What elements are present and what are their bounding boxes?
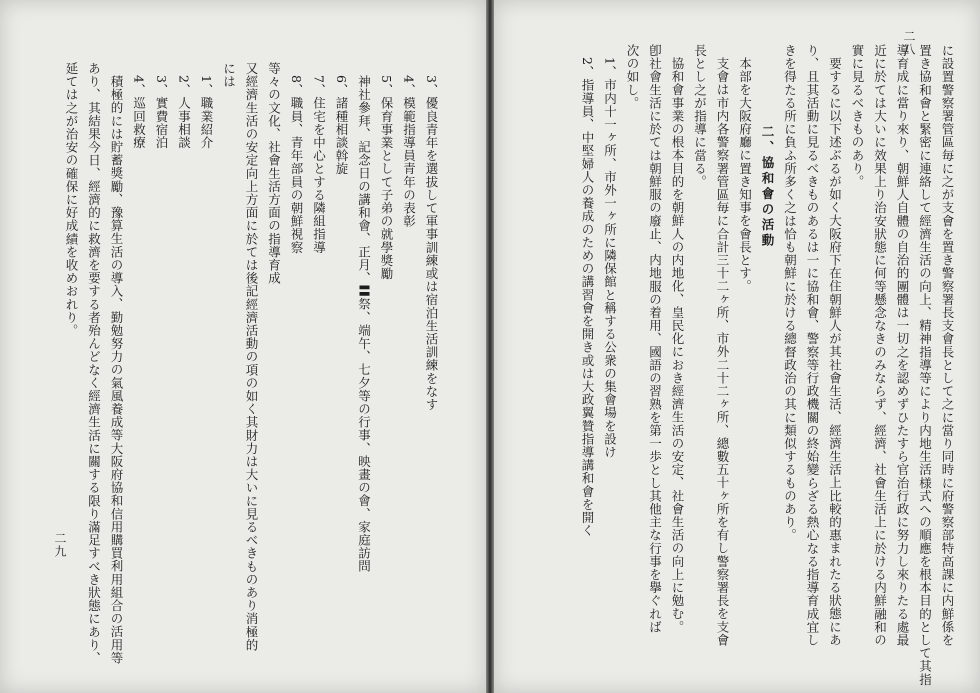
text-line: 長とし之が指導に當る。 [692, 44, 708, 189]
text-line: 等々の文化、社會生活方面の指導育成 [266, 62, 282, 285]
text-line: 協和會事業の根本目的を朝鮮人の内地化、皇民化におき經濟生活の安定、社會生活の向上に勉む。 [670, 56, 685, 633]
text-line: 1、市内十一ヶ所、市外一ヶ所に隣保館と稱する公衆の集會場を設け [602, 56, 618, 459]
text-line: 卽社會生活に於ては朝鮮服の廢止、内地服の着用、國語の習熟を第一歩とし其他主な行事を擧ぐれば [647, 44, 663, 634]
right-page-text [576, 44, 959, 686]
text-line: 實に見るべきものあり。 [850, 44, 865, 189]
text-line: 4、模範指導員青年の表彰 [401, 74, 417, 228]
text-line: 置き協和會と緊密に連絡して經濟生活の向上、精神指導等により内地生活様式への順應を根本目的として其指 [917, 44, 933, 686]
text-line: 又經濟生活の安定向上方面に於ては後記經濟活動の項の如く其財力は大いに見るべきものあり消極的 [244, 62, 259, 652]
right-page [494, 0, 980, 693]
text-line: きを得たる所に負ふ所多く之は恰も朝鮮に於ける總督政治の其に類似するものあり。 [782, 44, 798, 542]
text-line: 次の如し。 [625, 44, 640, 110]
text-line: には [221, 62, 237, 89]
text-line: 2、人事相談 [176, 74, 192, 149]
page-number-left: 二九 [53, 532, 67, 558]
text-line: あり、其結果今日、經濟的に救濟を要する者殆んどなく經濟生活に關する限り滿足すべき狀態にあり、 [86, 62, 102, 665]
text-line: 7、住宅を中心とする隣組指導 [311, 74, 327, 254]
text-line: 4、巡回救療 [131, 74, 147, 149]
text-line: 1、職業紹介 [199, 74, 214, 149]
text-line: 本部を大阪府廳に置き知事を會長とす。 [737, 56, 753, 293]
text-line: 積極的には貯蓄獎勵、豫算生活の導入、勤勉努力の氣風養成等大阪府協和信用購買利用組合の活用等 [109, 74, 124, 664]
text-line: 8、職員、青年部員の朝鮮視察 [289, 74, 304, 254]
text-line: 近に於ては大いに效果上り治安狀態に何等懸念なきのみならず、經濟、社會生活上に於ける内鮮融和の [872, 44, 888, 647]
left-page [0, 0, 486, 693]
text-line: に設置警察署管區毎に之が支會を置き警察署長支會長として之に當り同時に府警察部特高課に内鮮係を [940, 44, 955, 647]
text-line: 支會は市内各警察署管區毎に合計三十二ヶ所、市外二十二ヶ所、總數五十ヶ所を有し警察署長を支會 [715, 56, 730, 646]
text-line: 要するに以下述ぶるが如く大阪府下在住朝鮮人が其社會生活、經濟生活上比較的惠まれたる狀態にあ [827, 56, 843, 646]
page-number-right: 二八 [902, 30, 916, 56]
text-line: 導育成に當り來り、朝鮮人自體の自治的團體は一切之を認めずひたすら官治行政に努力し來りたる處最 [895, 44, 910, 647]
text-line: 3、優良青年を選拔して軍事訓練或は宿泊生活訓練をなす [424, 74, 439, 411]
text-line: 神社參拜、記念日の講和會、正月、〓祭、端午、七夕等の行事、映畫の會、家庭訪問 [356, 74, 372, 573]
text-line: 2、指導員、中堅婦人の養成のための講習會を開き或は大政翼贊指導講和會を開く [580, 56, 595, 537]
text-line: 延ては之が治安の確保に好成績を收めおれり。 [64, 62, 79, 338]
text-line: 3、實費宿泊 [154, 74, 169, 149]
book-gutter [486, 0, 494, 693]
section-heading: 二、協和會の活動 [760, 125, 775, 250]
text-line: り、且其活動に見るべきものあるは一に協和會、警察等行政機關の終始變らざる熱心なる指導育成宜し [805, 44, 820, 647]
text-line: 6、諸種相談斡旋 [334, 74, 349, 175]
left-page-text [60, 62, 443, 665]
text-line: 5、保育事業として子弟の就學獎勵 [379, 74, 394, 280]
